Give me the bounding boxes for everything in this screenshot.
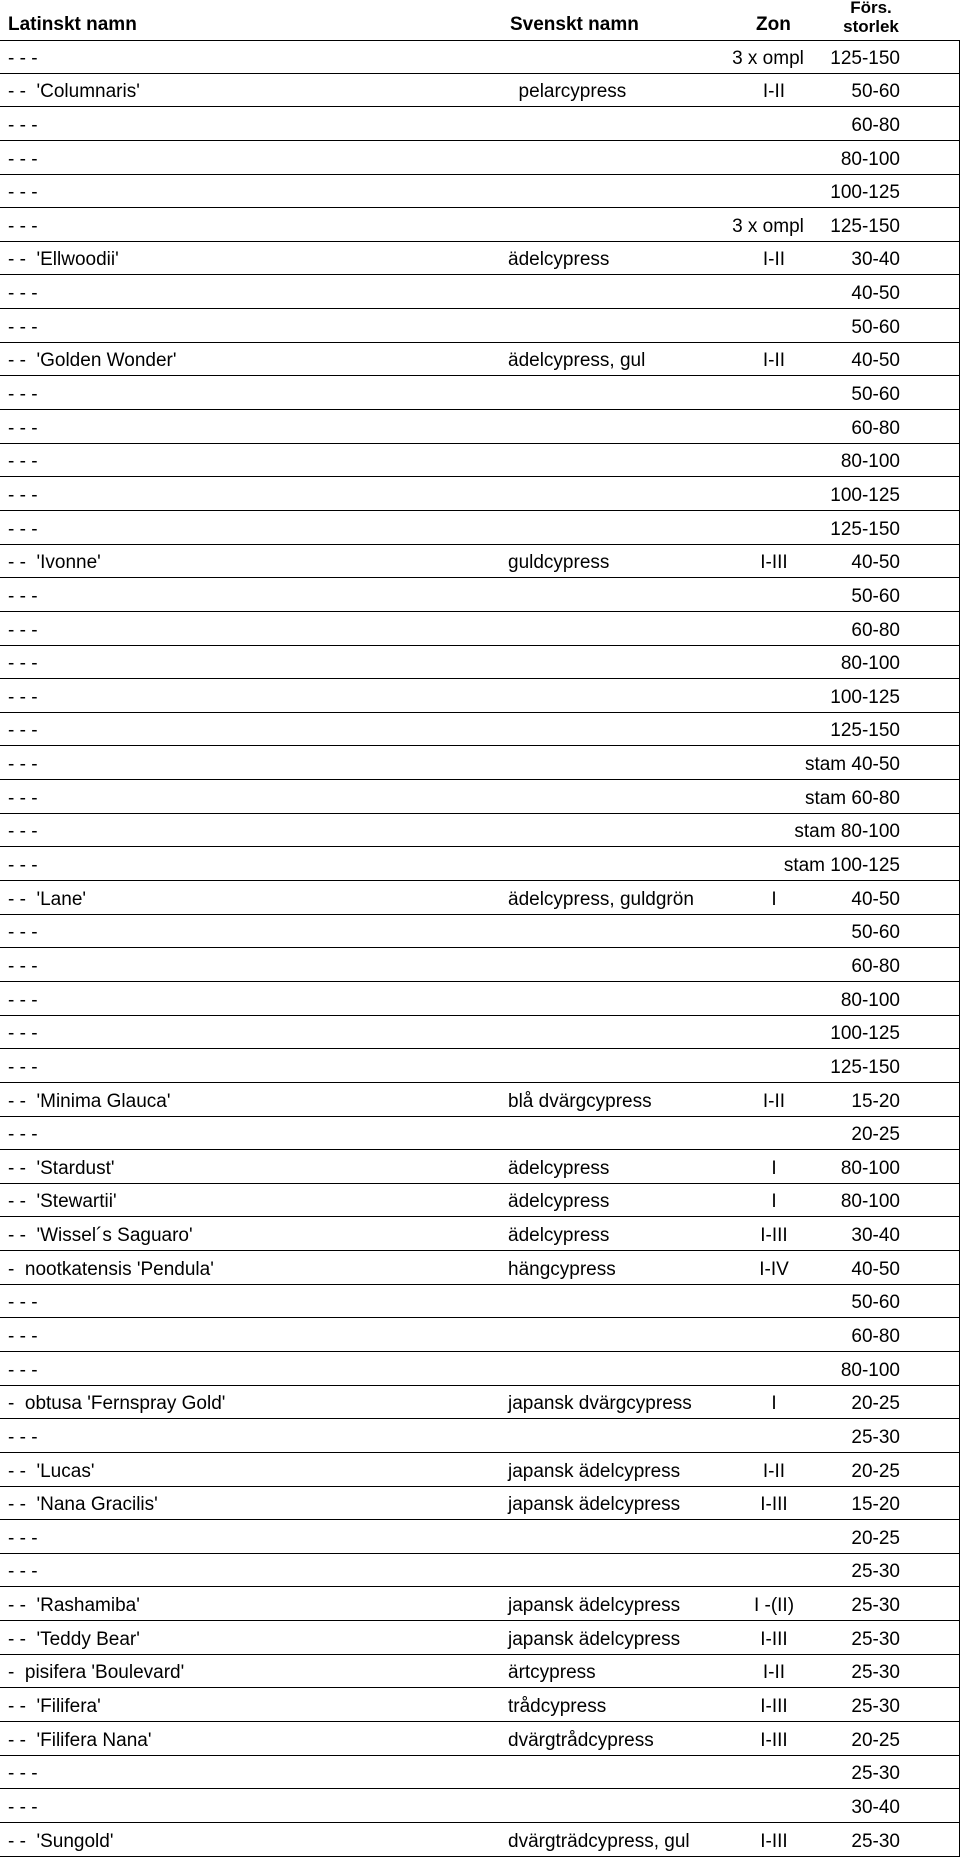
table-row: [0, 1419, 960, 1453]
zone-cell: I-III: [760, 1696, 788, 1718]
latin-name-cell: - - 'Teddy Bear': [8, 1628, 140, 1650]
header-latin: Latinskt namn: [8, 14, 137, 35]
latin-name-cell: - - 'Lane': [8, 888, 87, 910]
size-cell: 40-50: [851, 888, 900, 910]
table-row: [0, 309, 960, 343]
latin-name-cell: - - -: [8, 1763, 38, 1785]
latin-name-cell: - obtusa 'Fernspray Gold': [8, 1393, 226, 1415]
latin-name-cell: - nootkatensis 'Pendula': [8, 1258, 214, 1280]
latin-name-cell: - - -: [8, 518, 38, 540]
size-cell: 20-25: [851, 1729, 900, 1751]
table-row: [0, 40, 960, 74]
header-size: [840, 0, 902, 36]
table-row: [0, 1251, 960, 1285]
size-cell: stam 40-50: [804, 754, 900, 776]
latin-name-cell: - - -: [8, 1325, 38, 1347]
zone-cell: I-II: [762, 81, 786, 103]
swedish-name-cell: ädelcypress: [508, 1225, 610, 1247]
latin-name-cell: - - -: [8, 1359, 38, 1381]
size-cell: 25-30: [851, 1561, 900, 1583]
table-row: [0, 1150, 960, 1184]
latin-name-cell: - - -: [8, 215, 38, 237]
size-cell: 25-30: [851, 1696, 900, 1718]
table-row: [0, 376, 960, 410]
size-cell: 40-50: [851, 283, 900, 305]
table-row: [0, 275, 960, 309]
latin-name-cell: - - -: [8, 1056, 38, 1078]
table-row: [0, 1217, 960, 1251]
table-row: [0, 1655, 960, 1689]
size-cell: 25-30: [851, 1763, 900, 1785]
size-cell: 50-60: [851, 384, 900, 406]
table-row: [0, 814, 960, 848]
size-cell: 60-80: [851, 114, 900, 136]
table-row: [0, 679, 960, 713]
size-cell: 60-80: [851, 1325, 900, 1347]
size-cell: 80-100: [840, 1191, 900, 1213]
table-row: [0, 578, 960, 612]
table-row: [0, 1756, 960, 1790]
latin-name-cell: - - 'Golden Wonder': [8, 350, 177, 372]
table-row: [0, 915, 960, 949]
zone-cell: I-IV: [759, 1258, 789, 1280]
latin-name-cell: - - 'Columnaris': [8, 81, 140, 103]
table-row: [0, 881, 960, 915]
size-cell: 80-100: [840, 1157, 900, 1179]
zone-cell: I-III: [760, 1628, 788, 1650]
table-row: [0, 1453, 960, 1487]
table-row: [0, 1789, 960, 1823]
size-cell: 20-25: [851, 1460, 900, 1482]
size-cell: 50-60: [851, 922, 900, 944]
size-cell: 20-25: [851, 1527, 900, 1549]
table-row: [0, 1083, 960, 1117]
zone-cell: I-III: [760, 552, 788, 574]
table-row: [0, 1554, 960, 1588]
latin-name-cell: - - 'Wissel´s Saguaro': [8, 1225, 193, 1247]
table-row: [0, 1352, 960, 1386]
swedish-name-cell: blå dvärgcypress: [508, 1090, 652, 1112]
size-cell: 100-125: [830, 484, 900, 506]
zone-cell: I: [771, 888, 777, 910]
zone-cell: I-II: [762, 249, 786, 271]
latin-name-cell: - - -: [8, 182, 38, 204]
table-row: [0, 1285, 960, 1319]
header-size-line1: Förs.: [850, 0, 892, 17]
size-cell: 60-80: [851, 619, 900, 641]
latin-name-cell: - - -: [8, 989, 38, 1011]
zone-cell: I: [771, 1393, 777, 1415]
table-row: [0, 1386, 960, 1420]
zone-cell: I-II: [762, 1662, 786, 1684]
size-cell: 80-100: [840, 451, 900, 473]
swedish-name-cell: japansk ädelcypress: [508, 1595, 681, 1617]
size-cell: 20-25: [851, 1124, 900, 1146]
latin-name-cell: - - -: [8, 821, 38, 843]
latin-name-cell: - - -: [8, 955, 38, 977]
latin-name-cell: - - 'Nana Gracilis': [8, 1494, 158, 1516]
table-row: [0, 1688, 960, 1722]
zone-cell: I: [771, 1157, 777, 1179]
table-row: [0, 410, 960, 444]
swedish-name-cell: pelarcypress: [508, 81, 627, 103]
swedish-name-cell: ädelcypress: [508, 1191, 610, 1213]
swedish-name-cell: japansk ädelcypress: [508, 1628, 681, 1650]
size-cell: 80-100: [840, 989, 900, 1011]
table-row: [0, 982, 960, 1016]
swedish-name-cell: japansk dvärgcypress: [508, 1393, 692, 1415]
latin-name-cell: - - -: [8, 316, 38, 338]
latin-name-cell: - - -: [8, 1561, 38, 1583]
zone-cell: I-III: [760, 1729, 788, 1751]
zone-cell: I-II: [762, 350, 786, 372]
table-row: [0, 746, 960, 780]
swedish-name-cell: japansk ädelcypress: [508, 1460, 681, 1482]
size-cell: 125-150: [830, 720, 900, 742]
table-row: [0, 242, 960, 276]
latin-name-cell: - - 'Minima Glauca': [8, 1090, 171, 1112]
zone-cell: I-III: [760, 1225, 788, 1247]
latin-name-cell: - - -: [8, 585, 38, 607]
latin-name-cell: - - -: [8, 686, 38, 708]
latin-name-cell: - - -: [8, 148, 38, 170]
size-cell: 25-30: [851, 1830, 900, 1852]
swedish-name-cell: dvärgträdcypress, gul: [508, 1830, 690, 1852]
table-row: [0, 646, 960, 680]
table-row: [0, 1587, 960, 1621]
table-row: [0, 511, 960, 545]
latin-name-cell: - - -: [8, 754, 38, 776]
table-row: [0, 847, 960, 881]
table-row: [0, 444, 960, 478]
latin-name-cell: - - 'Lucas': [8, 1460, 95, 1482]
table-row: [0, 1184, 960, 1218]
latin-name-cell: - - -: [8, 451, 38, 473]
latin-name-cell: - - -: [8, 720, 38, 742]
table-row: [0, 477, 960, 511]
latin-name-cell: - - -: [8, 653, 38, 675]
size-cell: 20-25: [851, 1393, 900, 1415]
latin-name-cell: - - -: [8, 1527, 38, 1549]
table-row: [0, 74, 960, 108]
swedish-name-cell: hängcypress: [508, 1258, 616, 1280]
latin-name-cell: - - -: [8, 114, 38, 136]
swedish-name-cell: japansk ädelcypress: [508, 1494, 681, 1516]
size-cell: 125-150: [830, 518, 900, 540]
swedish-name-cell: ädelcypress, guldgrön: [508, 888, 694, 910]
size-cell: 25-30: [851, 1426, 900, 1448]
swedish-name-cell: guldcypress: [508, 552, 610, 574]
size-cell: 15-20: [851, 1090, 900, 1112]
size-cell: 50-60: [851, 316, 900, 338]
zone-cell: I -(II): [753, 1595, 795, 1617]
table-row: [0, 1621, 960, 1655]
swedish-name-cell: dvärgtrådcypress: [508, 1729, 654, 1751]
table-header: [0, 0, 960, 40]
table-row: [0, 948, 960, 982]
table-row: [0, 780, 960, 814]
swedish-name-cell: ädelcypress, gul: [508, 350, 646, 372]
table-row: [0, 1722, 960, 1756]
table-row: [0, 612, 960, 646]
table-row: [0, 1049, 960, 1083]
header-zone: Zon: [756, 14, 791, 35]
latin-name-cell: - - -: [8, 417, 38, 439]
size-cell: 30-40: [851, 1796, 900, 1818]
latin-name-cell: - - -: [8, 619, 38, 641]
table-row: [0, 1487, 960, 1521]
table-row: [0, 1823, 960, 1857]
latin-name-cell: - - -: [8, 922, 38, 944]
latin-name-cell: - - 'Stardust': [8, 1157, 115, 1179]
latin-name-cell: - - 'Sungold': [8, 1830, 114, 1852]
zone-cell: I: [771, 1191, 777, 1213]
header-size-line2: storlek: [843, 17, 899, 36]
latin-name-cell: - - 'Ellwoodii': [8, 249, 119, 271]
size-cell: 100-125: [830, 686, 900, 708]
size-cell: 25-30: [851, 1662, 900, 1684]
size-cell: 60-80: [851, 955, 900, 977]
header-swedish: Svenskt namn: [510, 14, 639, 35]
swedish-name-cell: ärtcypress: [508, 1662, 596, 1684]
latin-name-cell: - - 'Filifera': [8, 1696, 101, 1718]
table-row: [0, 343, 960, 377]
zone-cell: I-II: [762, 1090, 786, 1112]
size-cell: 25-30: [851, 1595, 900, 1617]
size-cell: 3 x ompl 125-150: [732, 215, 900, 237]
latin-name-cell: - - 'Rashamiba': [8, 1595, 140, 1617]
size-cell: 50-60: [851, 1292, 900, 1314]
table-row: [0, 208, 960, 242]
latin-name-cell: - - -: [8, 1292, 38, 1314]
latin-name-cell: - - -: [8, 283, 38, 305]
table-row: [0, 1520, 960, 1554]
size-cell: 80-100: [840, 653, 900, 675]
size-cell: 3 x ompl 125-150: [732, 47, 900, 69]
table-row: [0, 175, 960, 209]
size-cell: 100-125: [830, 1023, 900, 1045]
table-row: [0, 1016, 960, 1050]
latin-name-cell: - - -: [8, 1023, 38, 1045]
latin-name-cell: - - 'Stewartii': [8, 1191, 117, 1213]
table-row: [0, 713, 960, 747]
latin-name-cell: - - -: [8, 1796, 38, 1818]
size-cell: 100-125: [830, 182, 900, 204]
size-cell: 30-40: [851, 249, 900, 271]
size-cell: 60-80: [851, 417, 900, 439]
latin-name-cell: - - -: [8, 47, 38, 69]
latin-name-cell: - - -: [8, 1426, 38, 1448]
latin-name-cell: - - -: [8, 787, 38, 809]
size-cell: 15-20: [851, 1494, 900, 1516]
latin-name-cell: - - 'Filifera Nana': [8, 1729, 152, 1751]
table-row: [0, 1117, 960, 1151]
size-cell: 80-100: [840, 1359, 900, 1381]
size-cell: 40-50: [851, 350, 900, 372]
size-cell: 50-60: [851, 81, 900, 103]
size-cell: stam 60-80: [804, 787, 900, 809]
size-cell: 80-100: [840, 148, 900, 170]
size-cell: 125-150: [830, 1056, 900, 1078]
table-body: [0, 40, 960, 1857]
table-row: [0, 545, 960, 579]
zone-cell: I-III: [760, 1494, 788, 1516]
size-cell: stam 100-125: [783, 855, 900, 877]
size-cell: 50-60: [851, 585, 900, 607]
latin-name-cell: - - -: [8, 384, 38, 406]
size-cell: stam 80-100: [794, 821, 900, 843]
latin-name-cell: - - -: [8, 1124, 38, 1146]
swedish-name-cell: ädelcypress: [508, 249, 610, 271]
table-row: [0, 107, 960, 141]
table-row: [0, 141, 960, 175]
table-row: [0, 1318, 960, 1352]
latin-name-cell: - - 'Ivonne': [8, 552, 101, 574]
size-cell: 25-30: [851, 1628, 900, 1650]
swedish-name-cell: ädelcypress: [508, 1157, 610, 1179]
size-cell: 40-50: [851, 1258, 900, 1280]
zone-cell: I-II: [762, 1460, 786, 1482]
swedish-name-cell: trådcypress: [508, 1696, 607, 1718]
zone-cell: I-III: [760, 1830, 788, 1852]
latin-name-cell: - pisifera 'Boulevard': [8, 1662, 185, 1684]
size-cell: 30-40: [851, 1225, 900, 1247]
latin-name-cell: - - -: [8, 855, 38, 877]
latin-name-cell: - - -: [8, 484, 38, 506]
size-cell: 40-50: [851, 552, 900, 574]
